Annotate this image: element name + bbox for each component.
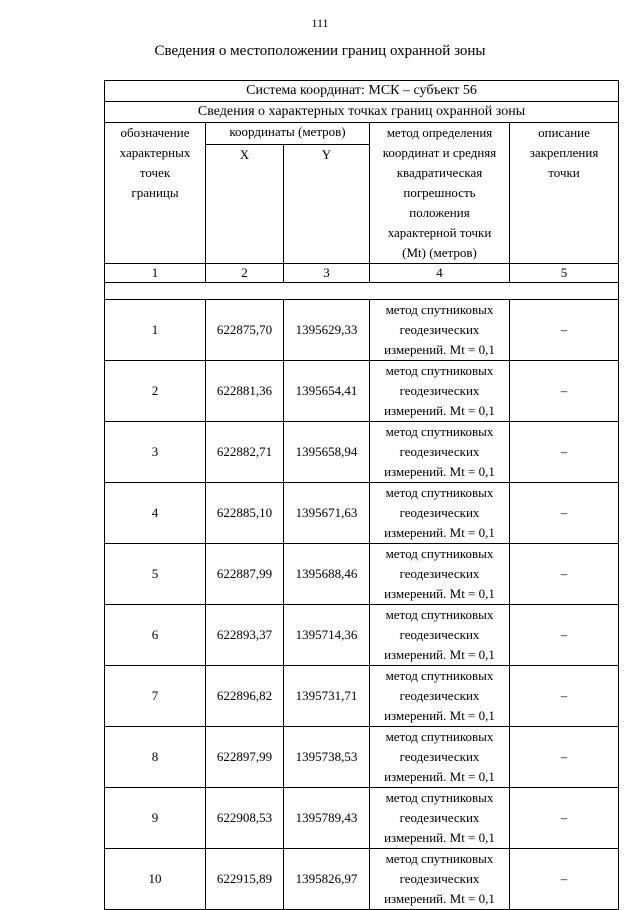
description-cell: – [510, 727, 619, 788]
table-row [105, 605, 619, 666]
table-body [105, 81, 619, 910]
description-cell: – [510, 544, 619, 605]
x-cell: 622882,71 [206, 422, 284, 483]
x-cell: 622897,99 [206, 727, 284, 788]
method-cell: метод спутниковых геодезических измерений. Mt = 0,1 [370, 544, 510, 605]
y-cell: 1395658,94 [284, 422, 370, 483]
header-point-line: характерных [119, 145, 191, 160]
y-cell: 1395738,53 [284, 727, 370, 788]
header-point-line: точек [139, 165, 171, 180]
description-cell: – [510, 483, 619, 544]
method-cell: метод спутниковых геодезических измерений. Mt = 0,1 [370, 788, 510, 849]
point-number-cell: 2 [105, 361, 206, 422]
table-row [105, 422, 619, 483]
header-description [510, 123, 619, 264]
method-cell: метод спутниковых геодезических измерений. Mt = 0,1 [370, 361, 510, 422]
coord-system-row [105, 81, 619, 102]
description-cell: – [510, 605, 619, 666]
page-number: 111 [311, 16, 329, 30]
point-number-cell: 10 [105, 849, 206, 910]
column-number-row [105, 264, 619, 283]
points-header-row [105, 102, 619, 123]
document-title: Сведения о местоположении границ охранной зоны [154, 43, 486, 59]
table-row [105, 483, 619, 544]
y-cell: 1395629,33 [284, 300, 370, 361]
method-cell: метод спутниковых геодезических измерений. Mt = 0,1 [370, 605, 510, 666]
header-method-line: квадратическая [396, 165, 483, 180]
table-row [105, 788, 619, 849]
table-row [105, 849, 619, 910]
header-method-line: (Mt) (метров) [402, 245, 477, 260]
header-x: X [206, 144, 284, 263]
y-cell: 1395654,41 [284, 361, 370, 422]
x-cell: 622881,36 [206, 361, 284, 422]
description-cell: – [510, 422, 619, 483]
point-number-cell: 9 [105, 788, 206, 849]
method-cell: метод спутниковых геодезических измерений. Mt = 0,1 [370, 727, 510, 788]
table-row [105, 361, 619, 422]
description-cell: – [510, 300, 619, 361]
point-number-cell: 8 [105, 727, 206, 788]
x-cell: 622896,82 [206, 666, 284, 727]
method-cell: метод спутниковых геодезических измерений. Mt = 0,1 [370, 483, 510, 544]
column-number: 3 [284, 264, 370, 283]
header-method-line: погрешность [403, 185, 476, 200]
method-cell: метод спутниковых геодезических измерений. Mt = 0,1 [370, 666, 510, 727]
header-method-line: характерной точки [387, 225, 492, 240]
header-desc-line: закрепления [529, 145, 599, 160]
y-cell: 1395731,71 [284, 666, 370, 727]
table-row [105, 727, 619, 788]
point-number-cell: 5 [105, 544, 206, 605]
column-header-row [105, 123, 619, 145]
header-point-designation [105, 123, 206, 264]
boundary-points-table [104, 80, 619, 910]
point-number-cell: 3 [105, 422, 206, 483]
x-cell: 622893,37 [206, 605, 284, 666]
table-row [105, 544, 619, 605]
point-number-cell: 7 [105, 666, 206, 727]
method-cell: метод спутниковых геодезических измерений. Mt = 0,1 [370, 849, 510, 910]
x-cell: 622887,99 [206, 544, 284, 605]
x-cell: 622908,53 [206, 788, 284, 849]
description-cell: – [510, 849, 619, 910]
column-number: 5 [510, 264, 619, 283]
column-number: 4 [370, 264, 510, 283]
y-cell: 1395688,46 [284, 544, 370, 605]
coord-system-cell: Система координат: МСК – субъект 56 [105, 81, 619, 102]
header-point-line: границы [131, 185, 179, 200]
y-cell: 1395714,36 [284, 605, 370, 666]
x-cell: 622915,89 [206, 849, 284, 910]
method-cell: метод спутниковых геодезических измерений. Mt = 0,1 [370, 300, 510, 361]
empty-row [105, 283, 619, 300]
header-desc-line: описание [538, 125, 590, 140]
y-cell: 1395789,43 [284, 788, 370, 849]
x-cell: 622885,10 [206, 483, 284, 544]
header-method-line: координат и средняя [382, 145, 497, 160]
empty-cell [105, 283, 619, 300]
points-header-cell: Сведения о характерных точках границ охранной зоны [105, 102, 619, 123]
description-cell: – [510, 666, 619, 727]
header-point-line: обозначение [120, 125, 190, 140]
table-row [105, 300, 619, 361]
y-cell: 1395826,97 [284, 849, 370, 910]
column-number: 2 [206, 264, 284, 283]
point-number-cell: 4 [105, 483, 206, 544]
point-number-cell: 6 [105, 605, 206, 666]
header-coordinates: координаты (метров) [206, 123, 370, 145]
x-cell: 622875,70 [206, 300, 284, 361]
table-row [105, 666, 619, 727]
header-method-line: положения [409, 205, 470, 220]
description-cell: – [510, 361, 619, 422]
header-method [370, 123, 510, 264]
header-method-line: метод определения [386, 125, 493, 140]
description-cell: – [510, 788, 619, 849]
header-desc-line: точки [548, 165, 580, 180]
column-number: 1 [105, 264, 206, 283]
y-cell: 1395671,63 [284, 483, 370, 544]
point-number-cell: 1 [105, 300, 206, 361]
method-cell: метод спутниковых геодезических измерений. Mt = 0,1 [370, 422, 510, 483]
header-y: Y [284, 144, 370, 263]
